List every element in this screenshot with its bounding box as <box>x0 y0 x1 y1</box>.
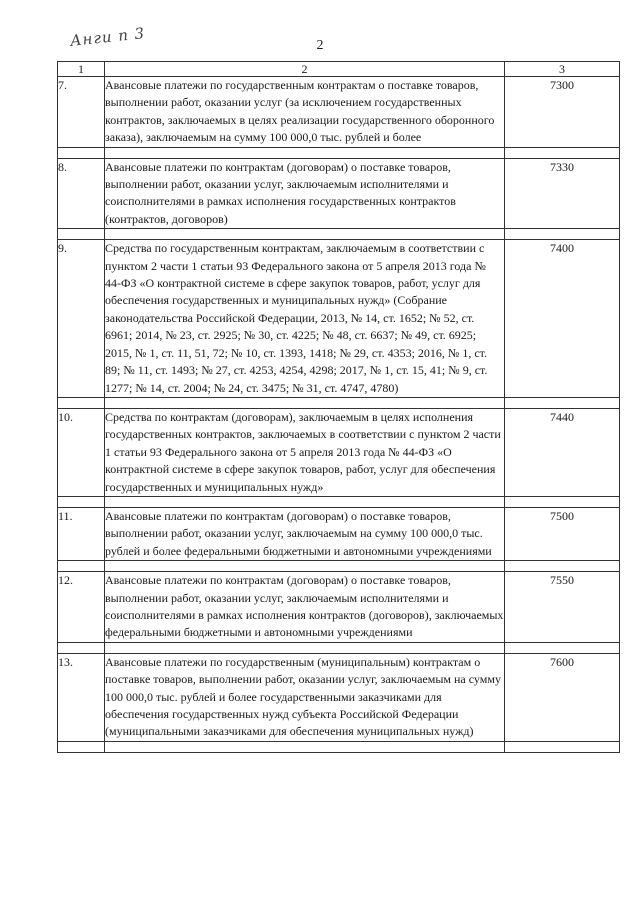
row-description: Авансовые платежи по контрактам (договорам) о поставке товаров, выполнении работ, оказании услуг, заключаемым исполнителями и соисполнителями в рамках исполнения контрактов (договоров), заключаемых федеральными бюджетными и автономными учреждениями <box>105 572 505 643</box>
row-number: 13. <box>58 653 105 741</box>
row-code: 7600 <box>505 653 620 741</box>
row-code: 7440 <box>505 408 620 496</box>
row-code: 7400 <box>505 240 620 398</box>
row-number: 9. <box>58 240 105 398</box>
row-spacer <box>58 147 620 158</box>
row-description: Средства по государственным контрактам, заключаемым в соответствии с пунктом 2 части 1 статьи 93 Федерального закона от 5 апреля 2013 года № 44-ФЗ «О контрактной системе в сфере закупок товаров, работ, услуг для обеспечения государственных и муниципальных нужд» (Собрание законодательства Российской Федерации, 2013, № 14, ст. 1652; № 52, ст. 6961; 2014, № 23, ст. 2925; № 30, ст. 4225; № 48, ст. 6637; № 49, ст. 6925; 2015, № 1, ст. 11, 51, 72; № 10, ст. 1393, 1418; № 29, ст. 4353; 2016, № 1, ст. 89; № 11, ст. 1493; № 27, ст. 4253, 4254, 4298; 2017, № 1, ст. 15, 41; № 9, ст. 1277; № 14, ст. 2004; № 24, ст. 3475; № 31, ст. 4747, 4780) <box>105 240 505 398</box>
row-number: 12. <box>58 572 105 643</box>
table-row <box>58 77 620 148</box>
table-row <box>58 507 620 560</box>
table-row <box>58 158 620 229</box>
table-row <box>58 240 620 398</box>
row-spacer <box>58 496 620 507</box>
page-number: 2 <box>316 38 324 53</box>
row-number: 8. <box>58 158 105 229</box>
row-description: Средства по контрактам (договорам), заключаемым в целях исполнения государственных контрактов, заключаемых в соответствии с пунктом 2 части 1 статьи 93 Федерального закона от 5 апреля 2013 года № 44-ФЗ «О контрактной системе в сфере закупок товаров, работ, услуг для обеспечения государственных и муниципальных нужд» <box>105 408 505 496</box>
row-spacer <box>58 229 620 240</box>
header-col-3: 3 <box>505 62 620 77</box>
table-row <box>58 653 620 741</box>
row-number: 7. <box>58 77 105 148</box>
header-col-2: 2 <box>105 62 505 77</box>
row-code: 7500 <box>505 507 620 560</box>
row-description: Авансовые платежи по государственным контрактам о поставке товаров, выполнении работ, оказании услуг (за исключением государственных контрактов, заключаемых в целях реализации государственного оборонного заказа), заключаемым на сумму 100 000,0 тыс. рублей и более <box>105 77 505 148</box>
row-number: 10. <box>58 408 105 496</box>
header-col-1: 1 <box>58 62 105 77</box>
row-spacer <box>58 561 620 572</box>
table-row <box>58 408 620 496</box>
table-row <box>58 572 620 643</box>
table-header-row <box>58 62 620 77</box>
row-code: 7550 <box>505 572 620 643</box>
row-spacer <box>58 397 620 408</box>
row-spacer <box>58 642 620 653</box>
row-spacer <box>58 741 620 752</box>
row-code: 7330 <box>505 158 620 229</box>
row-code: 7300 <box>505 77 620 148</box>
row-number: 11. <box>58 507 105 560</box>
row-description: Авансовые платежи по контрактам (договорам) о поставке товаров, выполнении работ, оказании услуг, заключаемым исполнителями и соисполнителями в рамках исполнения государственных контрактов (контрактов, договоров) <box>105 158 505 229</box>
handwritten-annotation: Анги n 3 <box>69 24 146 50</box>
codes-table <box>57 61 620 753</box>
row-description: Авансовые платежи по государственным (муниципальным) контрактам о поставке товаров, выполнении работ, оказании услуг, заключаемым на сумму 100 000,0 тыс. рублей и более государственными заказчиками для обеспечения государственных нужд субъекта Российской Федерации (муниципальными заказчиками для обеспечения муниципальных нужд) <box>105 653 505 741</box>
row-description: Авансовые платежи по контрактам (договорам) о поставке товаров, выполнении работ, оказании услуг, заключаемым на сумму 100 000,0 тыс. рублей и более федеральными бюджетными и автономными учреждениями <box>105 507 505 560</box>
